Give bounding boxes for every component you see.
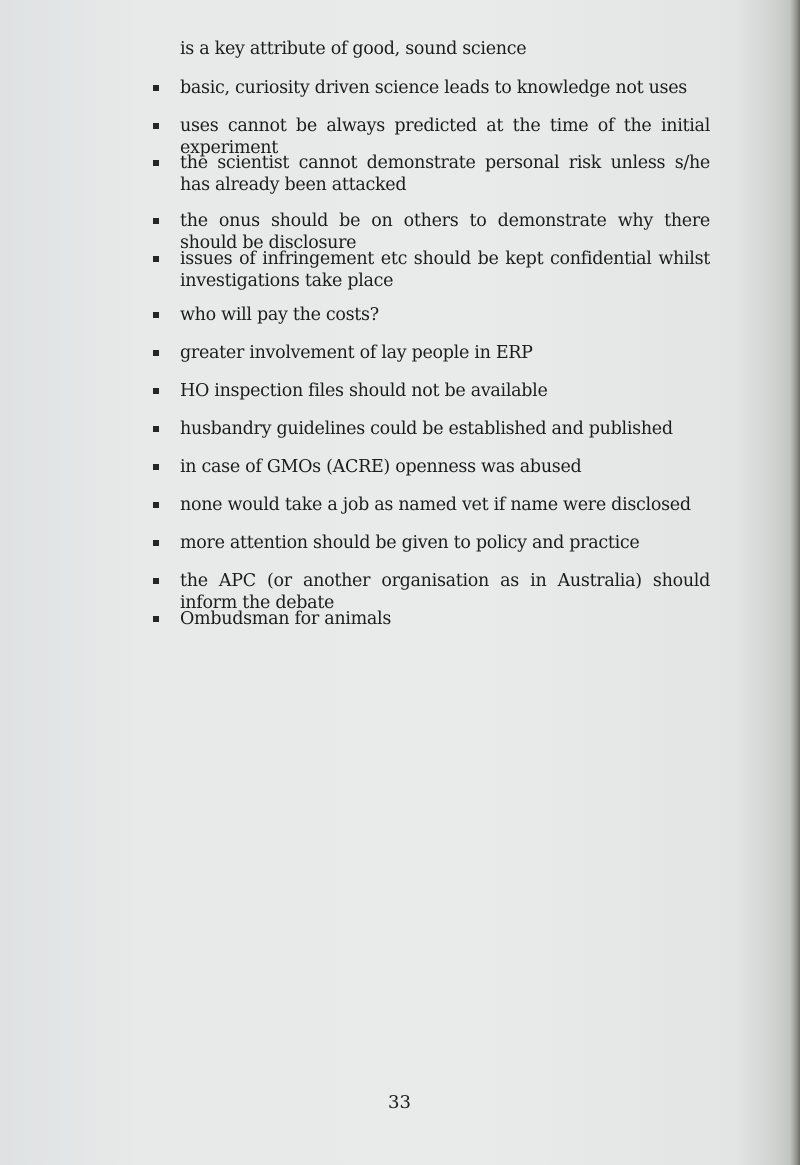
list-item-text: uses cannot be always predicted at the time of the initial experiment xyxy=(180,116,710,158)
bullet-marker xyxy=(153,464,159,470)
bullet-marker xyxy=(153,540,159,546)
list-item xyxy=(150,380,710,402)
list-item-text: the APC (or another organisation as in Australia) should inform the debate xyxy=(180,571,710,613)
list-item-text: husbandry guidelines could be established and published xyxy=(180,419,673,439)
list-item-text: in case of GMOs (ACRE) openness was abused xyxy=(180,457,582,477)
list-item xyxy=(150,608,710,630)
bullet-marker xyxy=(153,350,159,356)
list-item-text: HO inspection files should not be available xyxy=(180,381,548,401)
list-item-text: issues of infringement etc should be kept confidential whilst investigations take place xyxy=(180,249,710,291)
bullet-marker xyxy=(153,388,159,394)
bullet-marker xyxy=(153,123,159,129)
list-item xyxy=(150,532,710,554)
bullet-marker xyxy=(153,502,159,508)
list-item-text: Ombudsman for animals xyxy=(180,609,392,629)
intro-line: is a key attribute of good, sound science xyxy=(180,39,527,59)
list-item-text: more attention should be given to policy and practice xyxy=(180,533,640,553)
list-item xyxy=(150,456,710,478)
list-item xyxy=(150,494,710,516)
list-item-text: who will pay the costs? xyxy=(180,305,379,325)
list-item xyxy=(150,77,710,99)
list-item-text: none would take a job as named vet if name were disclosed xyxy=(180,495,691,515)
list-item-text: basic, curiosity driven science leads to knowledge not uses xyxy=(180,78,687,98)
list-item xyxy=(150,342,710,364)
bullet-marker xyxy=(153,426,159,432)
bullet-marker xyxy=(153,85,159,91)
list-item xyxy=(150,418,710,440)
page-number: 33 xyxy=(388,1092,411,1113)
list-item-text: the scientist cannot demonstrate personal risk unless s/he has already been attacked xyxy=(180,153,710,195)
list-item xyxy=(150,248,710,292)
bullet-marker xyxy=(153,616,159,622)
list-item xyxy=(150,304,710,326)
bullet-marker xyxy=(153,312,159,318)
bullet-marker xyxy=(153,256,159,262)
bullet-marker xyxy=(153,578,159,584)
list-item xyxy=(150,152,710,196)
list-item-text: the onus should be on others to demonstrate why there should be disclosure xyxy=(180,211,710,253)
bullet-marker xyxy=(153,160,159,166)
bullet-marker xyxy=(153,218,159,224)
list-item-text: greater involvement of lay people in ERP xyxy=(180,343,533,363)
